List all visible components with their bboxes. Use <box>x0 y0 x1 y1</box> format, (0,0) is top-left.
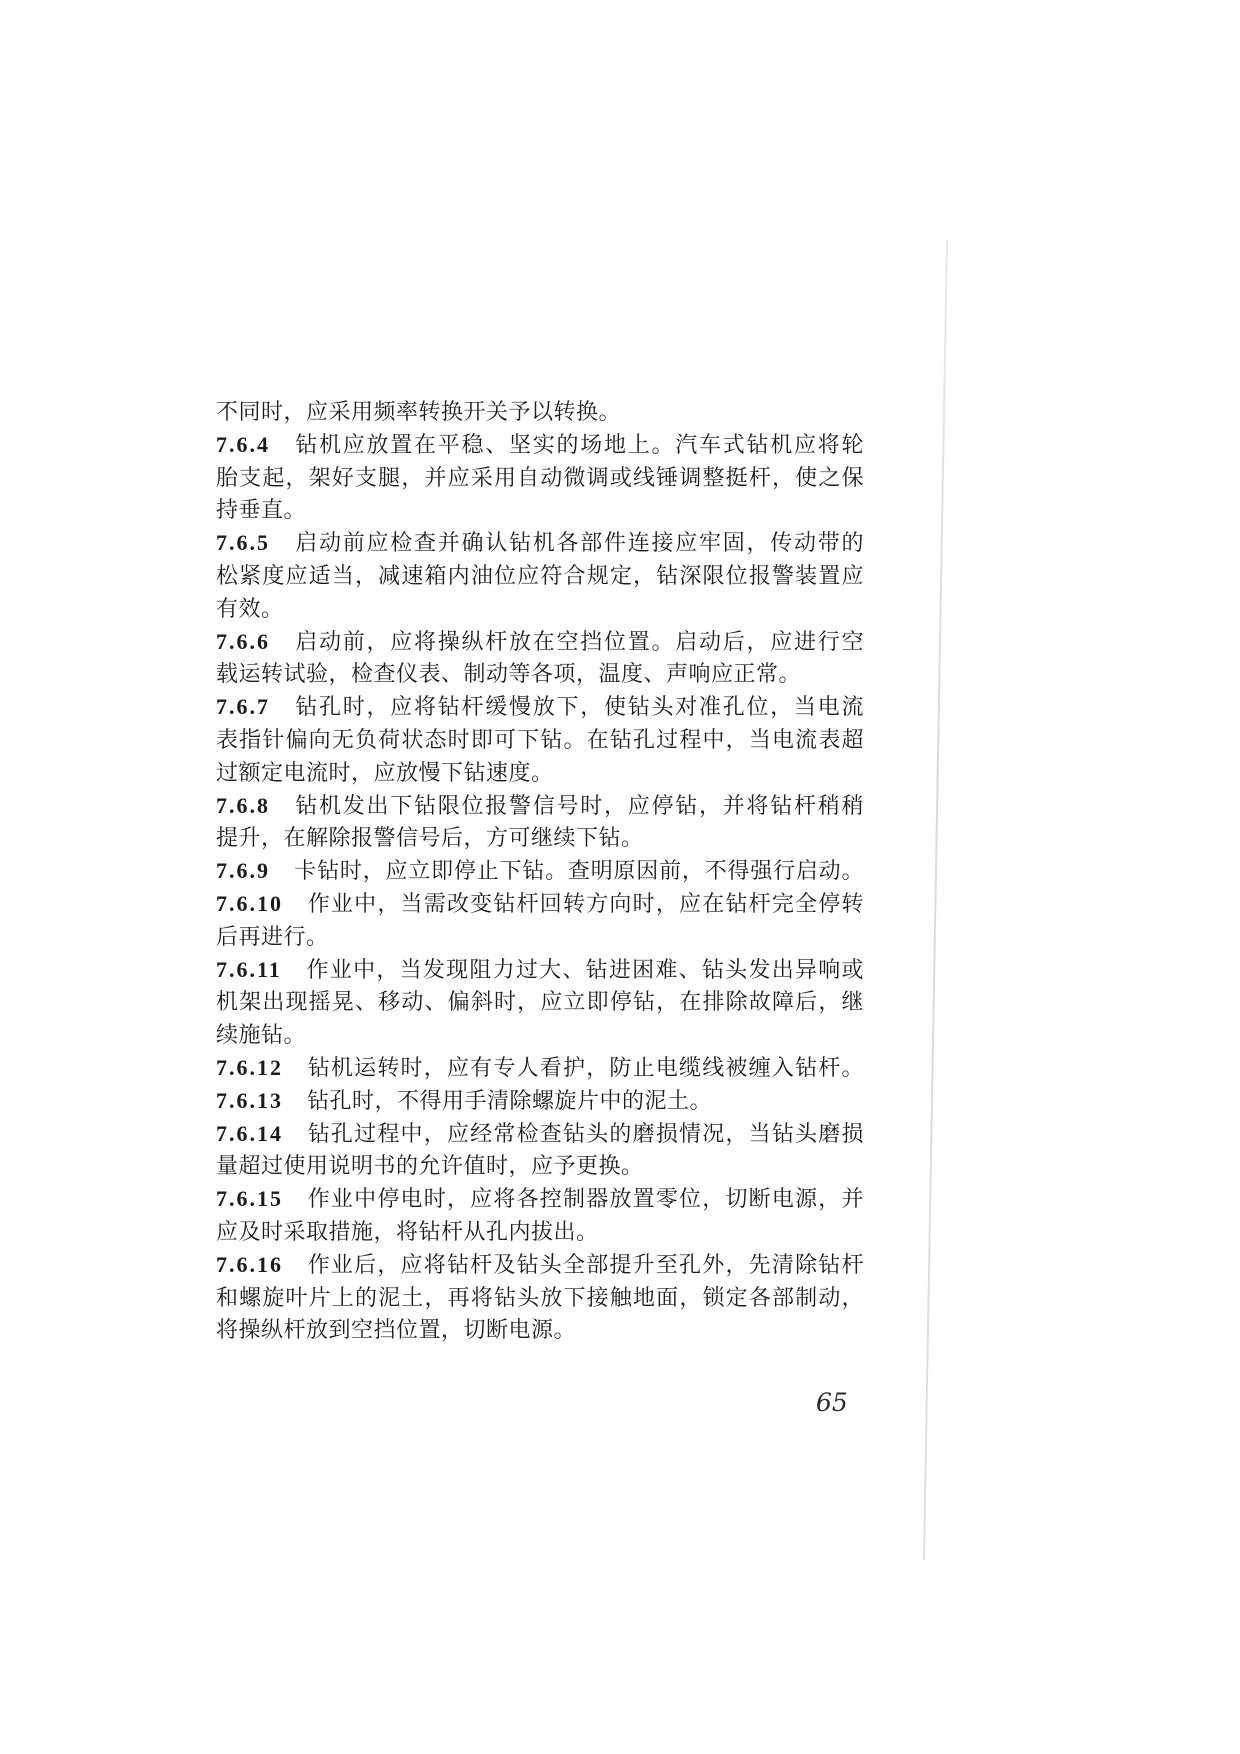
text-line <box>216 954 864 987</box>
clause-text: 作业中停电时，应将各控制器放置零位，切断电源，并 <box>307 1186 864 1212</box>
clause-text: 钻孔时，应将钻杆缓慢放下，使钻头对准孔位，当电流 <box>294 694 864 720</box>
text-line <box>216 724 864 757</box>
clause-text: 钻孔过程中，应经常检查钻头的磨损情况，当钻头磨损 <box>307 1120 864 1146</box>
clause-text: 应及时采取措施，将钻杆从孔内拔出。 <box>216 1218 599 1244</box>
clause-text: 作业中，当需改变钻杆回转方向时，应在钻杆完全停转 <box>307 890 864 916</box>
clause-text: 过额定电流时，应放慢下钻速度。 <box>216 759 554 785</box>
clause-number: 7.6.13 <box>216 1087 283 1113</box>
clause-text: 钻机运转时，应有专人看护，防止电缆线被缠入钻杆。 <box>307 1054 864 1080</box>
text-block <box>216 396 864 1347</box>
text-line <box>216 1118 864 1151</box>
text-line <box>216 429 864 462</box>
clause-text: 量超过使用说明书的允许值时，应予更换。 <box>216 1153 644 1179</box>
text-line <box>216 855 864 888</box>
text-line <box>216 560 864 593</box>
clause-text: 机架出现摇晃、移动、偏斜时，应立即停钻，在排除故障后，继 <box>216 989 864 1015</box>
text-line <box>216 691 864 724</box>
clause-number: 7.6.7 <box>216 694 270 720</box>
text-line <box>216 1249 864 1282</box>
clause-number: 7.6.10 <box>216 890 283 916</box>
text-line <box>216 1150 864 1183</box>
text-line <box>216 1052 864 1085</box>
text-line <box>216 1183 864 1216</box>
clause-text: 钻机应放置在平稳、坚实的场地上。汽车式钻机应将轮 <box>294 431 864 457</box>
clause-text: 将操纵杆放到空挡位置，切断电源。 <box>216 1317 577 1343</box>
text-line <box>216 790 864 823</box>
text-line <box>216 1314 864 1347</box>
clause-number: 7.6.15 <box>216 1186 283 1212</box>
clause-text: 卡钻时，应立即停止下钻。查明原因前，不得强行启动。 <box>294 858 864 884</box>
clause-text: 有效。 <box>216 595 284 621</box>
text-line <box>216 593 864 626</box>
text-line <box>216 888 864 921</box>
clause-text: 胎支起，架好支腿，并应采用自动微调或线锤调整挺杆，使之保 <box>216 464 864 490</box>
scan-artifact-line <box>923 240 948 1560</box>
clause-number: 7.6.8 <box>216 792 270 818</box>
text-line <box>216 757 864 790</box>
clause-text: 启动前应检查并确认钻机各部件连接应牢固，传动带的 <box>294 530 864 556</box>
text-line <box>216 527 864 560</box>
text-line <box>216 1216 864 1249</box>
clause-number: 7.6.5 <box>216 530 270 556</box>
text-line <box>216 822 864 855</box>
clause-text: 提升，在解除报警信号后，方可继续下钻。 <box>216 825 644 851</box>
clause-text: 不同时，应采用频率转换开关予以转换。 <box>216 399 622 424</box>
clause-number: 7.6.14 <box>216 1120 283 1146</box>
clause-text: 后再进行。 <box>216 923 329 949</box>
clause-text: 表指针偏向无负荷状态时即可下钻。在钻孔过程中，当电流表超 <box>216 726 864 752</box>
clause-text: 钻机发出下钻限位报警信号时，应停钻，并将钻杆稍稍 <box>294 792 864 818</box>
text-line <box>216 658 864 691</box>
text-line <box>216 462 864 495</box>
clause-text: 和螺旋叶片上的泥土，再将钻头放下接触地面，锁定各部制动， <box>216 1284 864 1310</box>
clause-text: 载运转试验，检查仪表、制动等各项，温度、声响应正常。 <box>216 661 802 687</box>
clause-text: 续施钻。 <box>216 1022 307 1048</box>
clause-text: 松紧度应适当，减速箱内油位应符合规定，钻深限位报警装置应 <box>216 562 864 588</box>
page-number: 65 <box>816 1388 848 1417</box>
text-line <box>216 396 864 429</box>
clause-number: 7.6.11 <box>216 956 282 982</box>
text-line <box>216 1085 864 1118</box>
clause-number: 7.6.12 <box>216 1054 283 1080</box>
clause-number: 7.6.9 <box>216 858 270 884</box>
text-line <box>216 626 864 659</box>
clause-text: 启动前，应将操纵杆放在空挡位置。启动后，应进行空 <box>294 628 864 654</box>
clause-text: 持垂直。 <box>216 497 307 523</box>
clause-text: 钻孔时，不得用手清除螺旋片中的泥土。 <box>307 1087 713 1113</box>
text-line <box>216 986 864 1019</box>
text-line <box>216 921 864 954</box>
text-line <box>216 1282 864 1315</box>
clause-number: 7.6.4 <box>216 431 270 457</box>
clause-text: 作业中，当发现阻力过大、钻进困难、钻头发出异响或 <box>305 956 864 982</box>
clause-text: 作业后，应将钻杆及钻头全部提升至孔外，先清除钻杆 <box>307 1251 864 1277</box>
text-line <box>216 1019 864 1052</box>
text-line <box>216 494 864 527</box>
clause-number: 7.6.16 <box>216 1251 283 1277</box>
clause-number: 7.6.6 <box>216 628 270 654</box>
